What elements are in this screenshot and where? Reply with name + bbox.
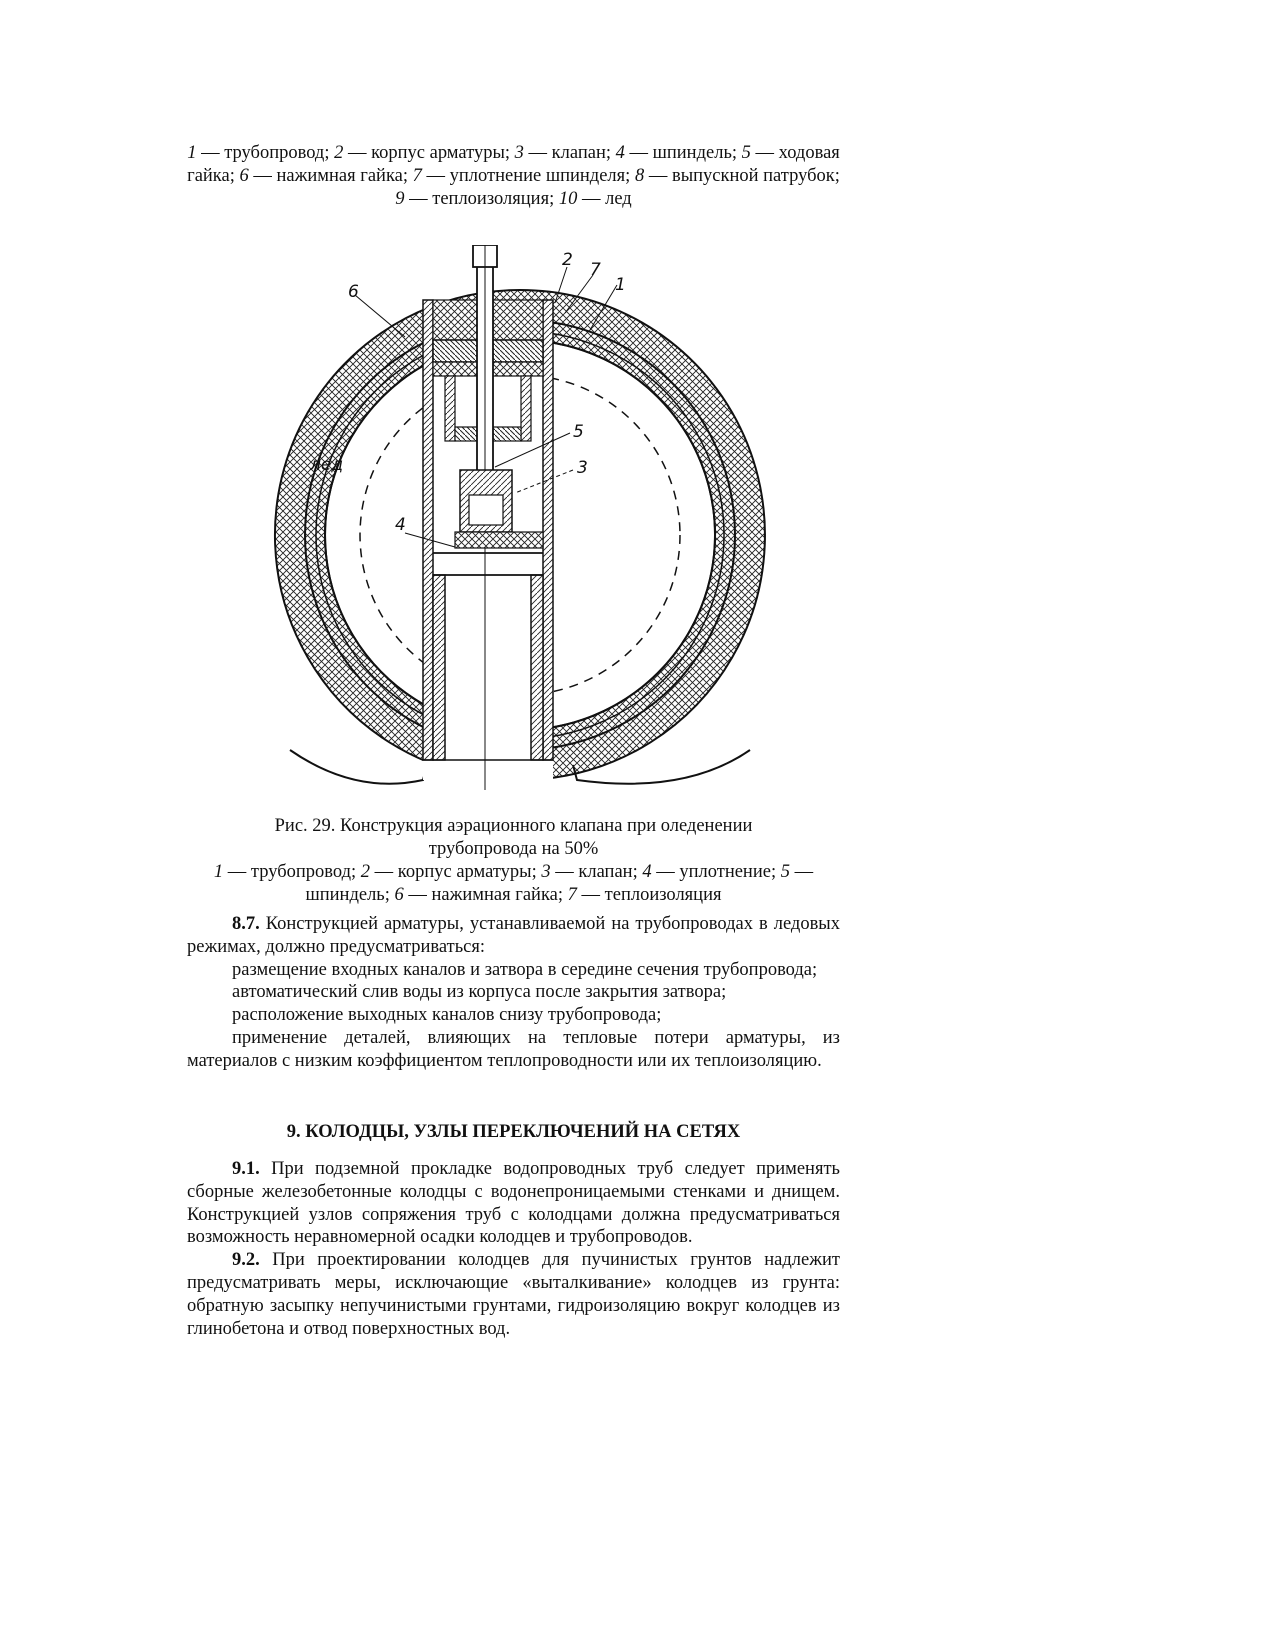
paragraph-9-2 xyxy=(187,1249,840,1340)
legend-text: — лед xyxy=(577,189,632,209)
legend-number: 10 xyxy=(558,189,578,209)
legend-number: 2 xyxy=(334,143,344,163)
legend-text: — теплоизоляция; xyxy=(404,189,559,209)
legend-text: — трубопровод; xyxy=(196,143,335,163)
legend-text: — шпиндель; xyxy=(305,862,814,905)
legend-number: 9 xyxy=(395,189,405,209)
valve-drawing xyxy=(255,245,795,835)
outlet-pipe-right xyxy=(531,575,543,760)
list-item: автоматический слив воды из корпуса после закрытия затвора; xyxy=(232,982,727,1003)
outlet-pipe-left xyxy=(433,575,445,760)
section-9 xyxy=(187,1158,840,1340)
legend-number: 5 xyxy=(741,143,751,163)
valve-figure xyxy=(255,245,795,835)
list-item: размещение входных каналов и затвора в середине сечения трубопровода; xyxy=(232,959,818,980)
section-8-7 xyxy=(187,913,840,1073)
label-4: 4 xyxy=(395,515,406,535)
valve-seal xyxy=(455,532,543,548)
legend-text: — клапан; xyxy=(523,143,616,163)
legend-text: — уплотнение; xyxy=(651,862,781,882)
legend-text: — корпус арматуры; xyxy=(343,143,515,163)
section-8-7-intro xyxy=(187,913,840,959)
label-3: 3 xyxy=(577,458,588,478)
label-6: 6 xyxy=(348,282,359,302)
section-heading: 9. КОЛОДЦЫ, УЗЛЫ ПЕРЕКЛЮЧЕНИЙ НА СЕТЯХ xyxy=(286,1122,741,1142)
paragraph-9-1 xyxy=(187,1158,840,1249)
legend-number: 5 xyxy=(780,862,790,882)
label-ice: лед xyxy=(310,455,344,475)
legend-number: 1 xyxy=(213,862,224,882)
legend-text: — выпускной патрубок; xyxy=(644,166,840,186)
label-5: 5 xyxy=(573,422,584,442)
paragraph-9-1-text: При подземной прокладке водопроводных труб следует применять сборные железобетонные колодцы с водонепроницаемыми стенками и днищем. Конструкцией узлов сопряжения труб с колодцами должна предусматриваться возможность неравномерной осадки колодцев и трубопроводов. xyxy=(187,1159,840,1248)
paragraph-9-2-number: 9.2. xyxy=(232,1250,260,1271)
legend-number: 7 xyxy=(412,166,422,186)
section-8-7-intro-text: Конструкцией арматуры, устанавливаемой на трубопроводах в ледовых режимах, должно предусматриваться: xyxy=(187,914,840,957)
figure-caption xyxy=(187,815,840,907)
legend-number: 3 xyxy=(541,862,551,882)
figure-title-line-1: Рис. 29. Конструкция аэрационного клапана при оледенении xyxy=(274,816,753,836)
legend-text: — теплоизоляция xyxy=(576,885,722,905)
figure-legend xyxy=(187,861,840,907)
label-7: 7 xyxy=(590,260,601,280)
legend-text: — ходовая гайка; xyxy=(187,143,840,186)
legend-text: — клапан; xyxy=(550,862,643,882)
legend-number: 4 xyxy=(642,862,652,882)
legend-text: — трубопровод; xyxy=(223,862,361,882)
legend-number: 6 xyxy=(239,166,249,186)
top-figure-legend xyxy=(187,142,840,211)
valve-body-left-wall xyxy=(423,300,433,760)
valve-body-right-wall xyxy=(543,300,553,760)
legend-number: 4 xyxy=(615,143,625,163)
paragraph-9-1-number: 9.1. xyxy=(232,1159,260,1179)
legend-number: 3 xyxy=(514,143,524,163)
legend-number: 2 xyxy=(360,862,371,882)
legend-number: 6 xyxy=(394,885,404,905)
list-item: расположение выходных каналов снизу трубопровода; xyxy=(232,1005,662,1026)
paragraph-9-2-text: При проектировании колодцев для пучинистых грунтов надлежит предусматривать меры, исключающие «выталкивание» колодцев из грунта: обратную засыпку непучинистыми грунтами, гидроизоляцию вокруг колодцев из глинобетона и отвод поверхностных вод. xyxy=(187,1250,840,1339)
legend-number: 8 xyxy=(634,166,645,186)
legend-number: 1 xyxy=(187,143,197,163)
legend-text: — шпиндель; xyxy=(624,143,742,163)
legend-text: — корпус арматуры; xyxy=(370,862,542,882)
legend-number: 7 xyxy=(567,885,577,905)
legend-text: — нажимная гайка; xyxy=(403,885,568,905)
legend-text: — уплотнение шпинделя; xyxy=(421,166,635,186)
list-item: применение деталей, влияющих на тепловые потери арматуры, из материалов с низким коэффициентом теплопроводности или их теплоизоляцию. xyxy=(187,1027,840,1071)
label-2: 2 xyxy=(562,250,573,270)
figure-title-line-2: трубопровода на 50% xyxy=(428,839,599,859)
legend-text: — нажимная гайка; xyxy=(248,166,413,186)
section-8-7-number: 8.7. xyxy=(232,914,260,934)
label-1: 1 xyxy=(615,275,626,295)
